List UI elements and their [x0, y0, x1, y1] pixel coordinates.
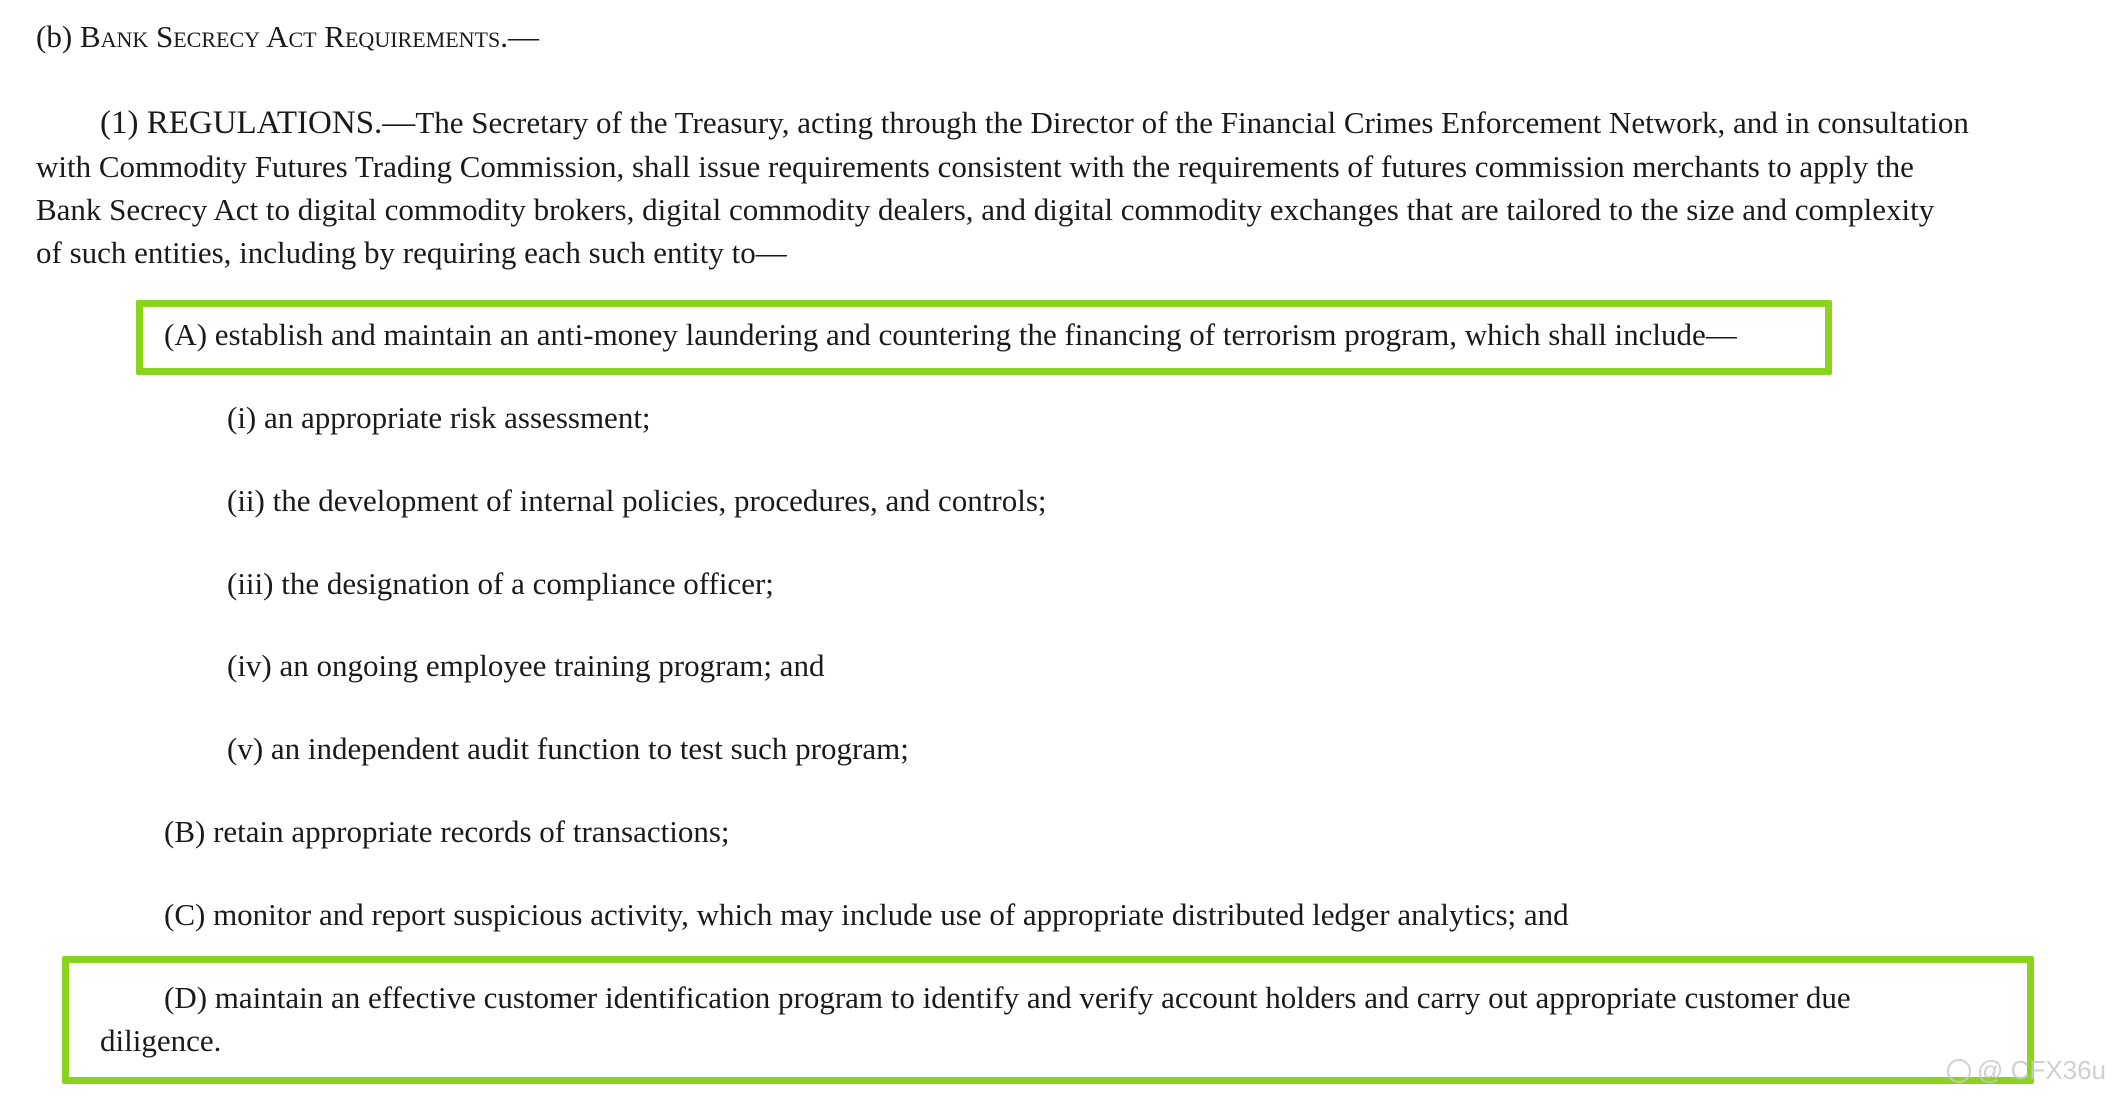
- watermark-text: @ CFX36u: [1977, 1055, 2106, 1085]
- heading-title: Bank Secrecy Act Requirements: [79, 19, 501, 54]
- highlight-box-item-a: [136, 300, 1832, 375]
- item-b: (B) retain appropriate records of transactions;: [164, 814, 730, 849]
- sub-item-v: (v) an independent audit function to test such program;: [227, 731, 909, 766]
- sub-item-ii: (ii) the development of internal policies, procedures, and controls;: [227, 483, 1047, 518]
- regulations-paragraph: [36, 101, 1969, 274]
- heading-prefix: (b): [36, 19, 80, 54]
- sub-item-iv: (iv) an ongoing employee training program; and: [227, 648, 825, 683]
- highlight-box-item-d: [62, 956, 2034, 1084]
- regulations-label: (1) REGULATIONS.—: [100, 105, 416, 141]
- regulations-line-2: with Commodity Futures Trading Commission, shall issue requirements consistent with the requirements of futures commission merchants to apply the: [36, 149, 1914, 184]
- regulations-line-4: of such entities, including by requiring each such entity to—: [36, 235, 787, 270]
- watermark-logo-icon: [1947, 1059, 1971, 1083]
- item-d-line-1: (D) maintain an effective customer identification program to identify and verify account holders and carry out appropriate customer due: [164, 980, 1851, 1015]
- sub-item-iii: (iii) the designation of a compliance officer;: [227, 566, 774, 601]
- heading-suffix: .—: [500, 19, 539, 54]
- regulations-line-3: Bank Secrecy Act to digital commodity brokers, digital commodity dealers, and digital commodity exchanges that are tailored to the size and complexity: [36, 192, 1935, 227]
- item-a: (A) establish and maintain an anti-money laundering and countering the financing of terrorism program, which shall include—: [164, 317, 1737, 352]
- watermark: [1947, 1055, 2106, 1086]
- item-d-line-2: diligence.: [100, 1023, 222, 1058]
- item-c: (C) monitor and report suspicious activity, which may include use of appropriate distributed ledger analytics; and: [164, 897, 1569, 932]
- sub-item-i: (i) an appropriate risk assessment;: [227, 400, 651, 435]
- section-heading: [36, 15, 539, 58]
- regulations-line-1: (1) REGULATIONS.—The Secretary of the Treasury, acting through the Director of the Financial Crimes Enforcement Network, and in consultation: [100, 105, 1969, 141]
